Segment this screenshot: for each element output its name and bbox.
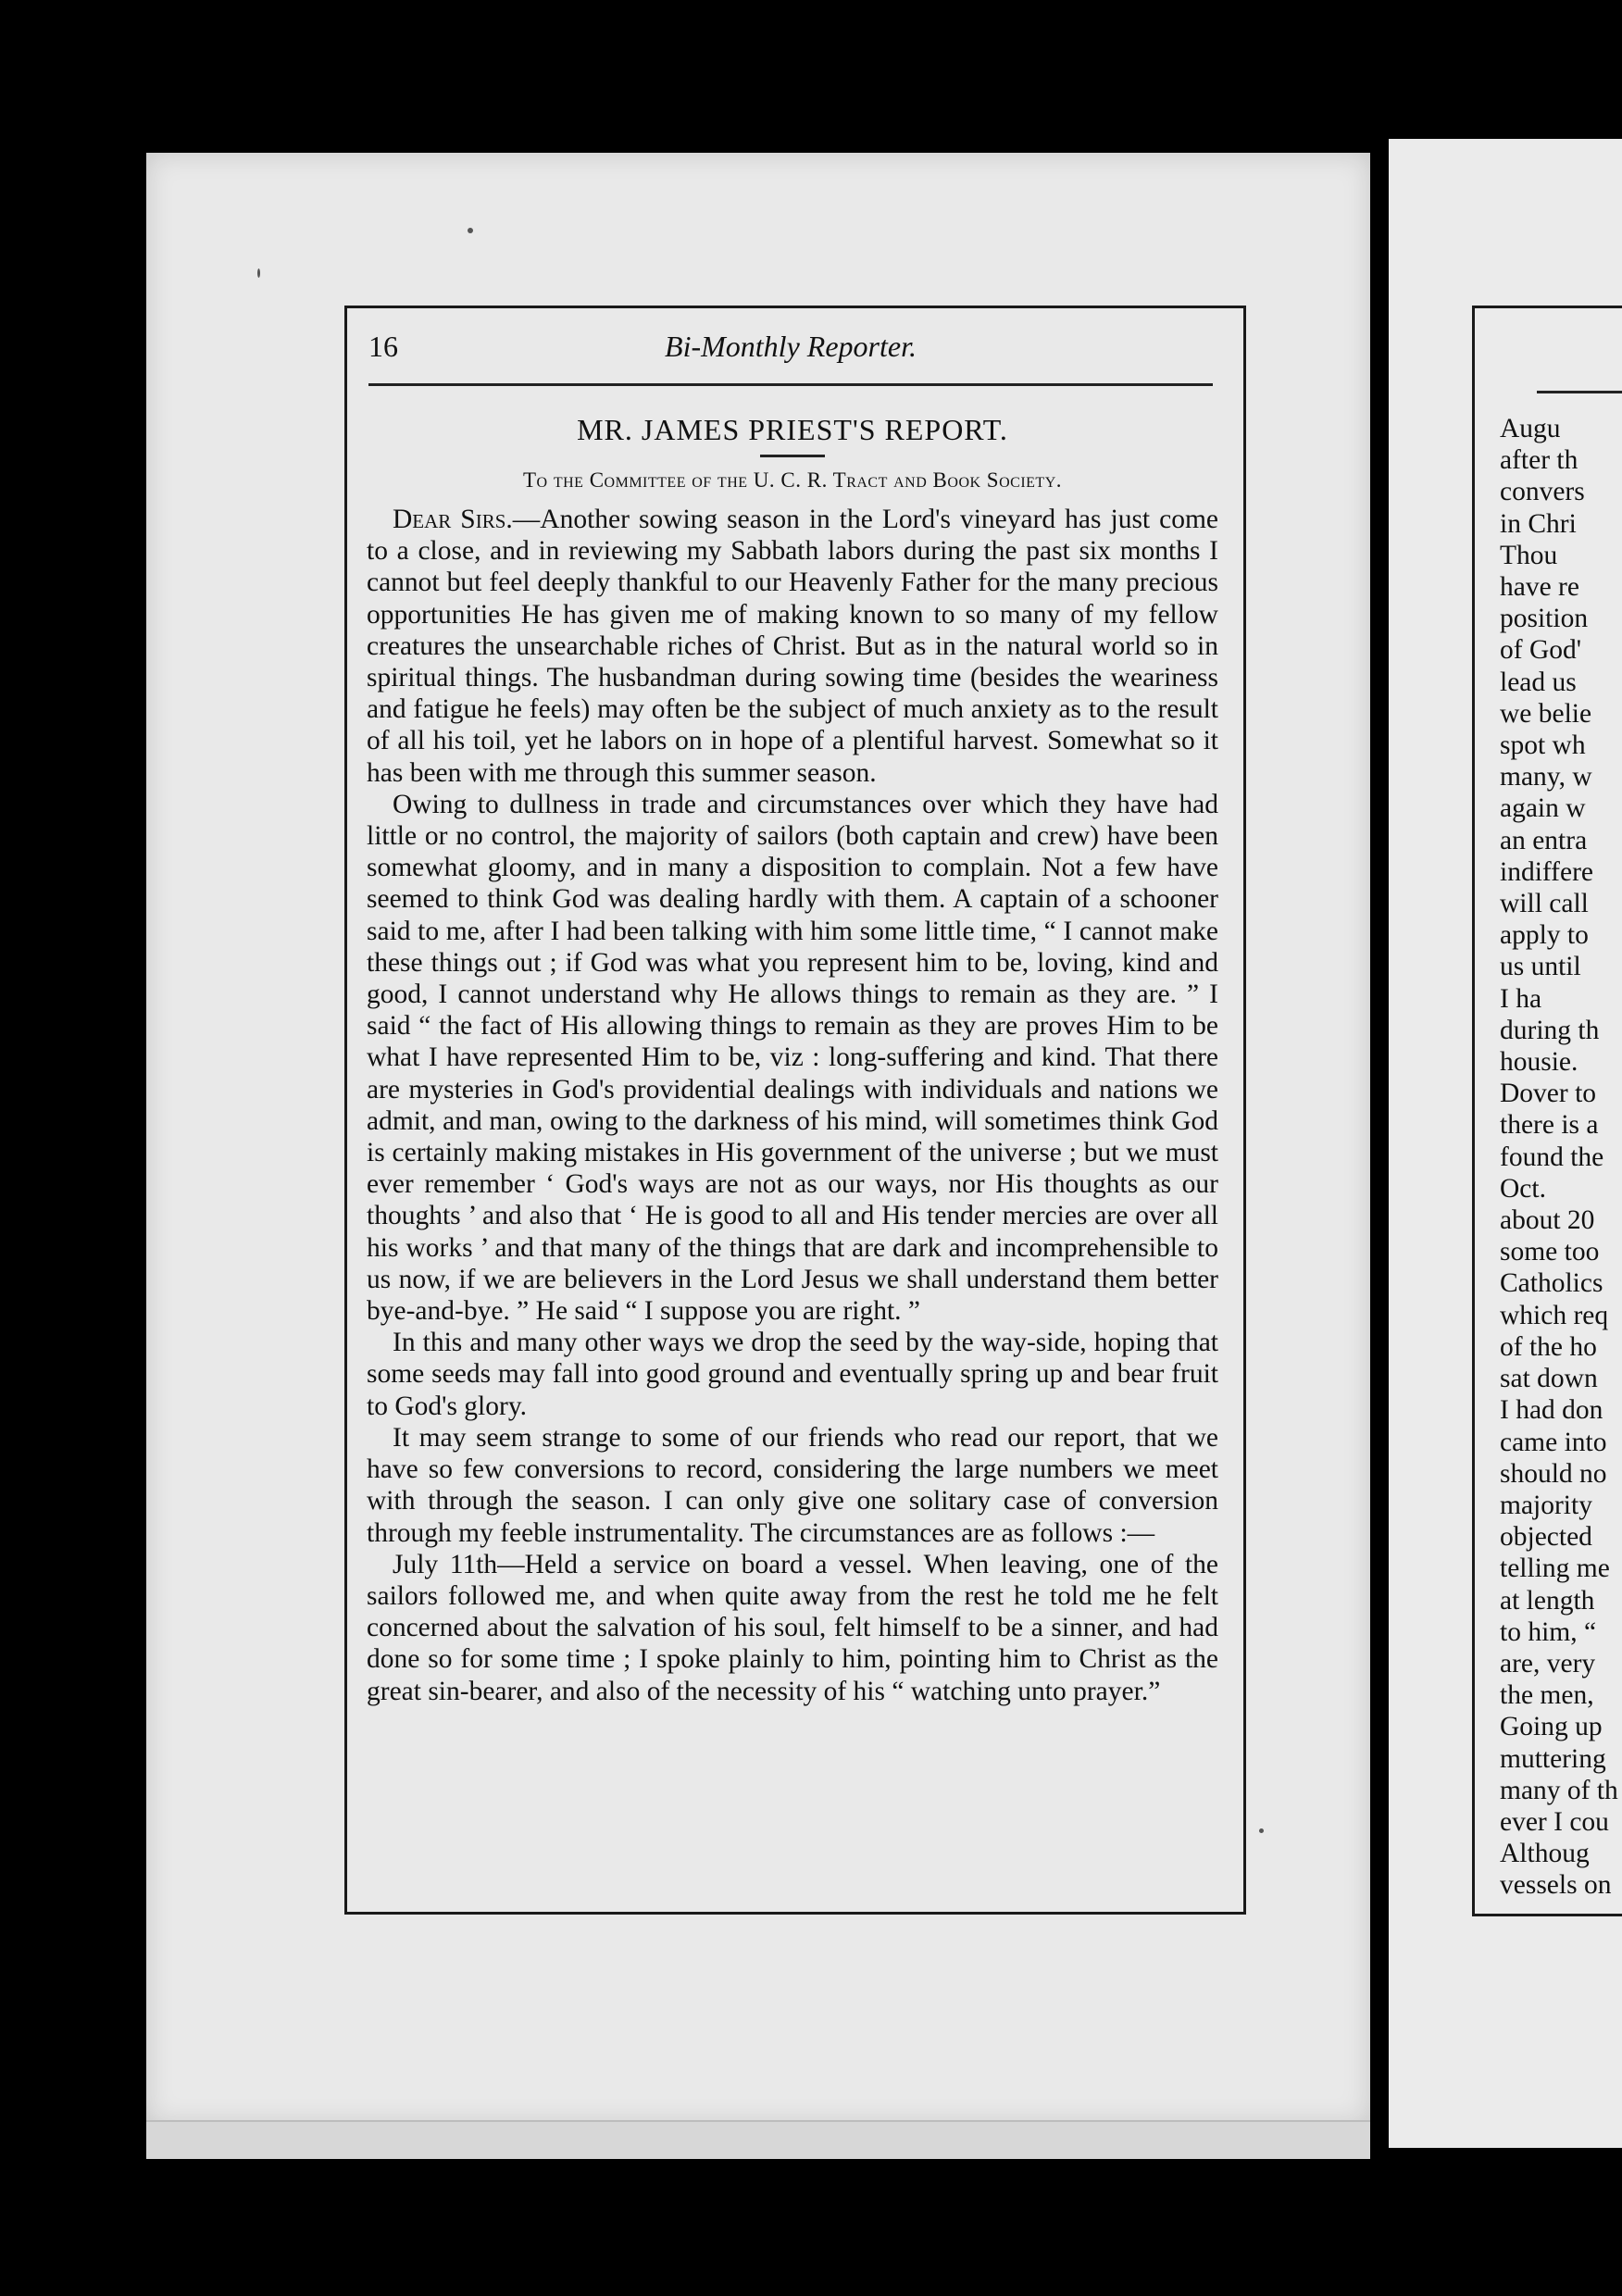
facing-page-line: are, very <box>1500 1648 1596 1678</box>
article <box>367 413 1218 1707</box>
facing-page-line: some too <box>1500 1237 1600 1267</box>
paragraph-3: In this and many other ways we drop the seed by the way-side, hoping that some seeds may fall into good ground and eventually spring up and bear fruit to God's glory. <box>367 1328 1218 1421</box>
facing-page-line: during th <box>1500 1015 1600 1045</box>
addressee-line: To the Committee of the U. C. R. Tract and Book Society. <box>523 468 1062 492</box>
facing-page-line: majority <box>1500 1490 1592 1520</box>
title-dash <box>760 455 825 457</box>
ink-speck <box>257 268 260 278</box>
facing-page-line: sat down <box>1500 1364 1598 1394</box>
facing-page-line: we belie <box>1500 698 1592 729</box>
facing-page-rule <box>1537 391 1622 393</box>
facing-page-line: in Chri <box>1500 508 1577 539</box>
facing-page-line: to him, “ <box>1500 1616 1597 1647</box>
facing-page-line: vessels on <box>1500 1870 1612 1901</box>
facing-page-line: position <box>1500 604 1589 634</box>
ink-speck <box>1259 1828 1264 1833</box>
facing-page-line: us until <box>1500 952 1581 982</box>
facing-page-line: of God' <box>1500 635 1582 666</box>
facing-page-line: there is a <box>1500 1110 1599 1141</box>
facing-page-line: I had don <box>1500 1395 1603 1426</box>
facing-page-line: I ha <box>1500 983 1542 1014</box>
facing-page-line: of the ho <box>1500 1331 1597 1362</box>
facing-page-line: have re <box>1500 572 1579 603</box>
facing-page-line: Going up <box>1500 1712 1603 1742</box>
facing-page-line: again w <box>1500 793 1586 824</box>
facing-page-line: Thou <box>1500 540 1558 570</box>
facing-page-line: came into <box>1500 1427 1607 1457</box>
page-number: 16 <box>368 330 398 363</box>
facing-page-line: lead us <box>1500 667 1577 697</box>
facing-page-line: the men, <box>1500 1680 1594 1711</box>
facing-page-line: Catholics <box>1500 1268 1603 1299</box>
facing-page-line: muttering <box>1500 1743 1606 1774</box>
paragraph-2: Owing to dullness in trade and circumstances over which they have had little or no control, the majority of sailors (both captain and crew) have been somewhat gloomy, and in many a disposition to complain. Not a few have seemed to think God was dealing hardly with them. A captain of a schooner said to me, after I had been talking with him some little time, “ I cannot make these things out ; if God was what you represent him to be, loving, kind and good, I cannot understand why He allows things to remain as they are. ” I said “ the fact of His allowing things to remain as they are proves Him to be what I have represented Him to be, viz : long-suffering and kind. That there are mysteries in God's providential dealings with individuals and nations we admit, and man, owing to the darkness of his mind, will sometimes think God is certainly making mistakes in His government of the universe ; but we must ever remember ‘ God's ways are not as our ways, nor His thoughts as our thoughts ’ and also that ‘ He is good to all and His tender mercies are over all his works ’ and that many of the things that are dark and incomprehensible to us now, if we are believers in the Lord Jesus we shall understand them better bye-and-bye. ” He said “ I suppose you are right. ” <box>367 789 1218 1327</box>
salutation: Dear Sirs. <box>393 505 513 534</box>
facing-page-line: will call <box>1500 889 1589 919</box>
running-head <box>368 330 1213 376</box>
journal-title: Bi-Monthly Reporter. <box>665 330 917 363</box>
header-rule <box>368 383 1213 386</box>
facing-page-line: Dover to <box>1500 1079 1597 1109</box>
facing-page-line: many of th <box>1500 1775 1618 1805</box>
facing-page-line: telling me <box>1500 1554 1610 1584</box>
facing-page-line: convers <box>1500 477 1585 507</box>
page-bottom-edge <box>146 2120 1370 2159</box>
facing-page-line: which req <box>1500 1300 1609 1330</box>
paragraph-4: It may seem strange to some of our friends who read our report, that we have so few conversions to record, considering the large numbers we meet with through the season. I can only give one solitary case of conversion through my feeble instrumentality. The circumstances are as follows :— <box>367 1422 1218 1548</box>
facing-page-line: many, w <box>1500 762 1592 792</box>
paragraph-1 <box>367 504 1218 789</box>
ink-speck <box>468 228 473 233</box>
facing-page-line: found the <box>1500 1142 1604 1172</box>
facing-page-line: apply to <box>1500 920 1589 951</box>
paragraph-1-text: —Another sowing season in the Lord's vineyard has just come to a close, and in reviewing my Sabbath labors during the past six months I cannot but feel deeply thankful to our Heavenly Father for the many precious opportunities He has given me of making known to so many of my fellow creatures the unsearchable riches of Christ. But as in the natural world so in spiritual things. The husbandman during sowing time (besides the weariness and fatigue he feels) may often be the subject of much anxiety as to the result of all his toil, yet he labors on in hope of a plentiful harvest. Somewhat so it has been with me through this summer season. <box>367 505 1219 788</box>
article-title: MR. JAMES PRIEST'S REPORT. <box>577 413 1008 446</box>
facing-page-line: indiffere <box>1500 856 1594 887</box>
facing-page-line: objected <box>1500 1522 1592 1553</box>
facing-page-line: spot wh <box>1500 730 1586 761</box>
facing-page-line: Oct. <box>1500 1173 1546 1204</box>
facing-page-line: at length <box>1500 1585 1595 1616</box>
facing-page-line: an entra <box>1500 825 1588 855</box>
facing-page-line: Augu <box>1500 414 1561 443</box>
facing-page-line: Althoug <box>1500 1839 1590 1869</box>
facing-page-line: ever I cou <box>1500 1806 1609 1837</box>
facing-page-text <box>1500 413 1622 1902</box>
facing-page-line: should no <box>1500 1458 1607 1489</box>
facing-page-line: after th <box>1500 445 1578 476</box>
facing-page-line: housie. <box>1500 1047 1578 1078</box>
paragraph-5: July 11th—Held a service on board a vessel. When leaving, one of the sailors followed me, and when quite away from the rest he told me he felt concerned about the salvation of his soul, felt himself to be a sinner, and had done so for some time ; I spoke plainly to him, pointing him to Christ as the great sin-bearer, and also of the necessity of his “ watching unto prayer.” <box>367 1549 1218 1706</box>
facing-page-line: about 20 <box>1500 1205 1595 1236</box>
